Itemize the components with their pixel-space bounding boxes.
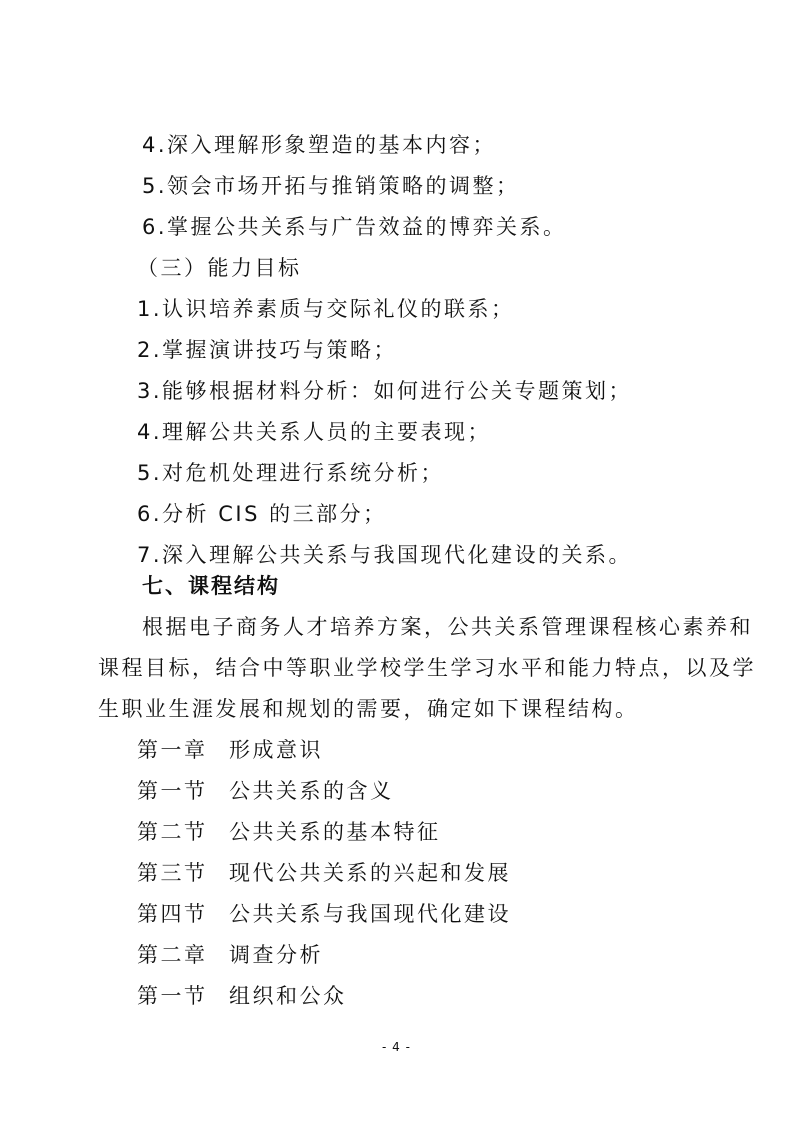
page-number: - 4 - <box>382 1040 411 1054</box>
list-item: 4.深入理解形象塑造的基本内容； <box>142 133 497 157</box>
section-heading: 七、课程结构 <box>142 574 280 598</box>
chapter-number: 第二章 <box>137 943 208 967</box>
chapter-entry <box>137 736 323 764</box>
list-item: 6.分析 CIS 的三部分； <box>137 502 387 526</box>
section-title: 公共关系的含义 <box>229 779 394 803</box>
section-number: 第四节 <box>137 902 208 926</box>
section-title: 现代公共关系的兴起和发展 <box>229 861 511 885</box>
list-item: 2.掌握演讲技巧与策略； <box>137 338 398 362</box>
list-item: 5.对危机处理进行系统分析； <box>137 461 445 485</box>
subsection-heading: （三）能力目标 <box>137 256 302 280</box>
paragraph-line: 根据电子商务人才培养方案，公共关系管理课程核心素养和 <box>142 615 753 639</box>
section-number: 第二节 <box>137 820 208 844</box>
list-item: 3.能够根据材料分析：如何进行公关专题策划； <box>137 379 633 403</box>
list-item: 5.领会市场开拓与推销策略的调整； <box>142 174 520 198</box>
section-title: 公共关系的基本特征 <box>229 820 441 844</box>
list-item: 7.深入理解公共关系与我国现代化建设的关系。 <box>137 543 633 567</box>
chapter-number: 第一章 <box>137 738 208 762</box>
chapter-title: 形成意识 <box>229 738 323 762</box>
section-number: 第一节 <box>137 779 208 803</box>
list-item: 6.掌握公共关系与广告效益的博弈关系。 <box>142 215 567 239</box>
section-entry <box>137 900 511 928</box>
chapter-title: 调查分析 <box>229 943 323 967</box>
section-title: 公共关系与我国现代化建设 <box>229 902 511 926</box>
section-entry <box>137 859 511 887</box>
chapter-entry <box>137 941 323 969</box>
section-entry <box>137 777 394 805</box>
paragraph-line: 课程目标，结合中等职业学校学生学习水平和能力特点，以及学 <box>98 656 756 680</box>
section-entry <box>137 982 347 1010</box>
section-entry <box>137 818 441 846</box>
list-item: 1.认识培养素质与交际礼仪的联系； <box>137 297 515 321</box>
section-number: 第一节 <box>137 984 208 1008</box>
section-number: 第三节 <box>137 861 208 885</box>
section-title: 组织和公众 <box>229 984 347 1008</box>
paragraph-line: 生职业生涯发展和规划的需要，确定如下课程结构。 <box>98 697 639 721</box>
list-item: 4.理解公共关系人员的主要表现； <box>137 420 492 444</box>
